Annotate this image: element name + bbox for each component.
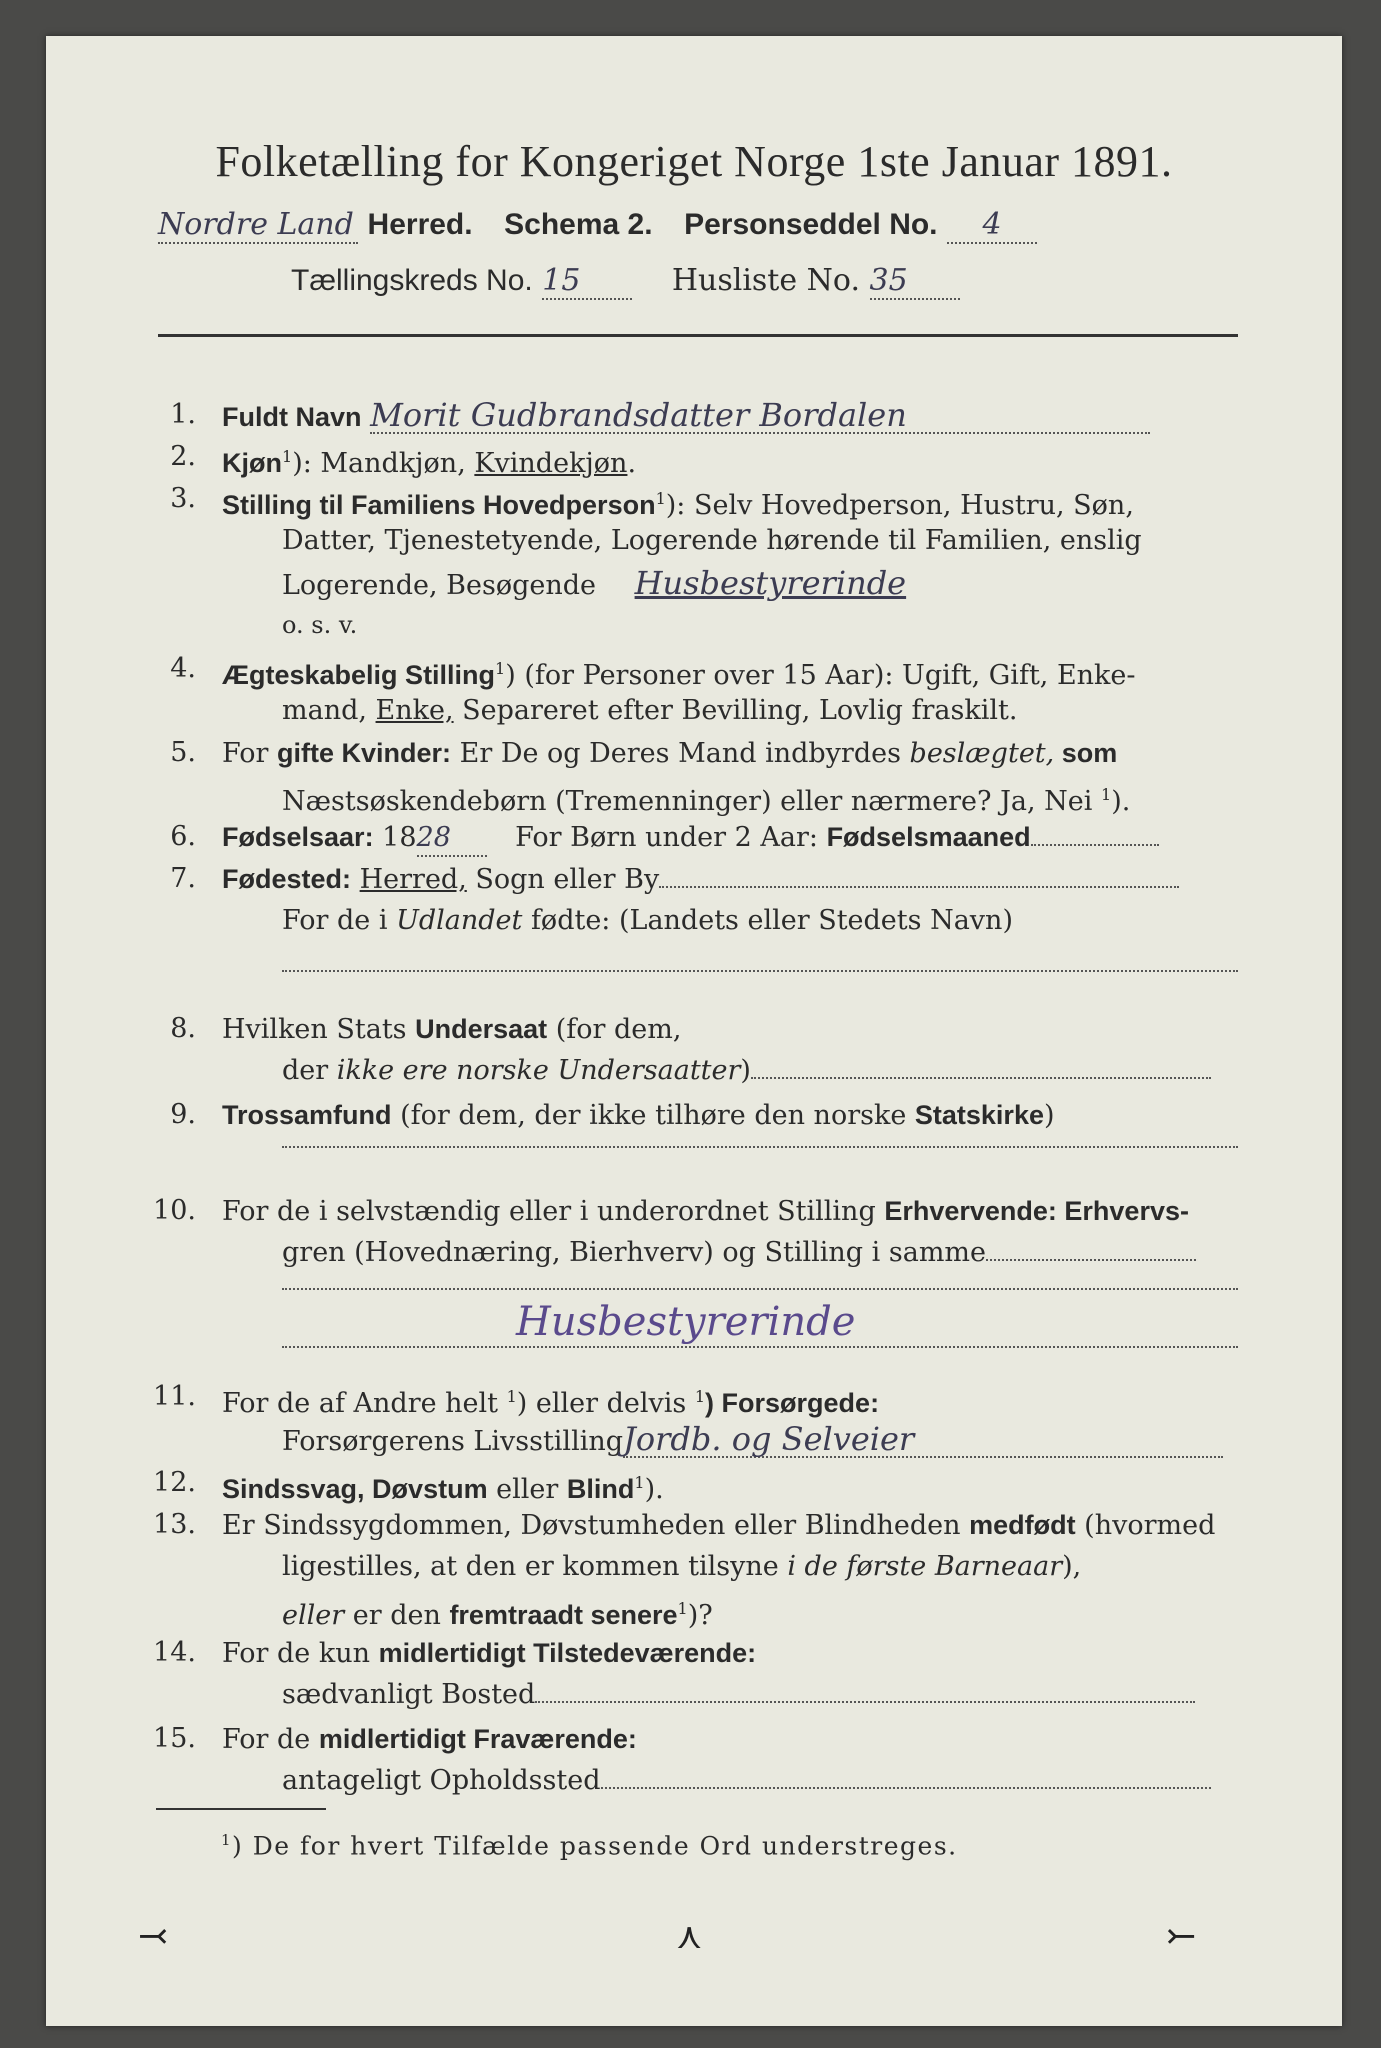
q10-number: 10. xyxy=(153,1195,196,1226)
q11-sup-b: 1 xyxy=(694,1387,706,1406)
q8-row-a xyxy=(222,1012,681,1047)
q8-field xyxy=(751,1077,1211,1079)
q1-value: Morit Gudbrandsdatter Bordalen xyxy=(370,398,1150,434)
q9-statskirke: Statskirke xyxy=(914,1100,1044,1130)
q13-number: 13. xyxy=(153,1509,196,1540)
q11-number: 11. xyxy=(153,1381,196,1412)
q6-label-b: Fødselsmaaned xyxy=(826,822,1031,852)
q5-text-c: som xyxy=(1054,738,1118,768)
q1-number: 1. xyxy=(170,399,196,430)
q1-label: Fuldt Navn xyxy=(222,402,362,432)
q13-fremtraadt: fremtraadt senere xyxy=(449,1600,678,1630)
q14-row-a xyxy=(222,1636,756,1671)
q4-text-b: mand, xyxy=(282,695,376,726)
q11-label: ) Forsørgede: xyxy=(705,1388,880,1418)
q8-number: 8. xyxy=(170,1013,196,1044)
q2-label: Kjøn xyxy=(222,448,282,478)
q11-sup-a: 1 xyxy=(506,1387,517,1406)
q14-text-b: sædvanligt Bosted xyxy=(282,1679,536,1710)
q10-label: Erhvervende: xyxy=(884,1196,1057,1226)
footnote-sup: 1 xyxy=(221,1831,233,1849)
schema-label: Schema 2. xyxy=(504,208,653,241)
q12-sup: 1 xyxy=(634,1473,645,1492)
q7-text-c: Sogn eller By xyxy=(466,864,660,895)
header-rule xyxy=(158,334,1238,337)
q10-field-b xyxy=(282,1288,1238,1290)
q6-row xyxy=(222,820,1159,857)
q10-text-a: For de i selvstændig eller i underordnet Stilling xyxy=(222,1196,885,1227)
q2-text-a: ): Mandkjøn, xyxy=(292,448,475,479)
q4-label: Ægteskabelig Stilling xyxy=(222,660,496,690)
q7-herred: Herred, xyxy=(359,864,467,895)
q4-text-d: Separeret efter Bevilling, Lovlig fraskilt. xyxy=(453,695,1018,726)
q14-label: midlertidigt Tilstedeværende: xyxy=(378,1638,757,1668)
q5-text-d: Næstsøskendebørn (Tremenninger) eller nærmere? Ja, Nei xyxy=(282,786,1102,817)
q9-field xyxy=(282,1146,1238,1148)
q12-text-b: ). xyxy=(644,1474,664,1505)
q7-row-a xyxy=(222,862,1179,897)
q11-text-c: Forsørgerens Livsstilling xyxy=(282,1426,624,1457)
q12-text-a: eller xyxy=(487,1474,567,1505)
personseddel-value: 4 xyxy=(947,208,1037,244)
q5-label: gifte Kvinder: xyxy=(277,738,452,768)
kreds-label: Tællingskreds No. xyxy=(291,264,533,297)
q9-row xyxy=(222,1098,1055,1133)
q13-text-f: eller xyxy=(282,1600,345,1631)
q7-field xyxy=(659,886,1179,888)
kreds-row xyxy=(291,264,960,300)
q9-text-b: ) xyxy=(1043,1100,1055,1131)
q5-row-b xyxy=(282,778,1130,819)
q13-text-c: ligestilles, at den er kommen tilsyne xyxy=(282,1551,788,1582)
q15-text-a: For de xyxy=(222,1724,319,1755)
q13-row-b xyxy=(282,1550,1081,1584)
q6-value: 28 xyxy=(417,821,487,857)
q3-label: Stilling til Familiens Hovedperson xyxy=(222,490,656,520)
q13-row-c xyxy=(282,1592,713,1633)
q5-text-a: Er De og Deres Mand indbyrdes xyxy=(451,738,910,769)
q3-value: Husbestyrerinde xyxy=(634,564,907,602)
q6-prefix: 18 xyxy=(373,822,417,853)
q7-text-d: For de i xyxy=(282,905,397,936)
q14-number: 14. xyxy=(153,1637,196,1668)
q13-text-d: i de første Barneaar xyxy=(787,1551,1063,1582)
form-title: Folketælling for Kongeriget Norge 1ste Januar 1891. xyxy=(215,137,1173,186)
q6-text: For Børn under 2 Aar: xyxy=(515,822,827,853)
q5-text-e: ). xyxy=(1111,786,1131,817)
q8-text-b: (for dem, xyxy=(547,1014,682,1045)
q3-number: 3. xyxy=(170,483,196,514)
q3-sup: 1 xyxy=(655,489,666,508)
q15-text-b: antageligt Opholdssted xyxy=(282,1765,601,1796)
q5-number: 5. xyxy=(170,737,196,768)
q11-text-a: For de af Andre helt xyxy=(222,1388,507,1419)
footnote-text: ) De for hvert Tilfælde passende Ord understreges. xyxy=(232,1831,958,1861)
herred-row xyxy=(158,208,1037,244)
q4-row-a xyxy=(222,652,1136,693)
q10-field-a xyxy=(986,1259,1196,1261)
q8-label: Undersaat xyxy=(415,1014,548,1044)
q4-number: 4. xyxy=(170,653,196,684)
census-form xyxy=(46,36,1342,2026)
q12-blind: Blind xyxy=(566,1474,635,1504)
q15-label: midlertidigt Fraværende: xyxy=(318,1724,637,1754)
q13-text-e: ), xyxy=(1062,1551,1082,1582)
q10-value: Husbestyrerinde xyxy=(516,1299,856,1345)
q3-row-c xyxy=(282,566,906,603)
q13-text-h: )? xyxy=(687,1600,713,1631)
q1-row xyxy=(222,398,1150,435)
q3-row-a xyxy=(222,482,1134,523)
q9-label: Trossamfund xyxy=(222,1100,392,1130)
q4-sup: 1 xyxy=(495,659,506,678)
q11-row-a xyxy=(222,1380,879,1421)
herred-value: Nordre Land xyxy=(158,208,358,244)
q11-text-b: ) eller delvis xyxy=(516,1388,695,1419)
q8-row-b xyxy=(282,1054,1211,1088)
personseddel-label: Personseddel No. xyxy=(684,208,938,241)
q12-label: Sindssvag, Døvstum xyxy=(222,1474,488,1504)
q12-number: 12. xyxy=(153,1467,196,1498)
q2-row xyxy=(222,440,636,481)
q15-row-a xyxy=(222,1722,637,1757)
q7-label: Fødested: xyxy=(222,864,352,894)
q3-row-d: o. s. v. xyxy=(282,611,358,639)
q13-text-b: (hvormed xyxy=(1075,1510,1216,1541)
q2-kvindekjon: Kvindekjøn xyxy=(474,448,628,479)
q15-number: 15. xyxy=(153,1723,196,1754)
corner-mark-left: ⤙ xyxy=(138,1916,169,1957)
q9-number: 9. xyxy=(170,1099,196,1130)
kreds-value: 15 xyxy=(542,264,632,300)
q10-label-b: Erhvervs- xyxy=(1056,1196,1189,1226)
q7-text-f: fødte: (Landets eller Stedets Navn) xyxy=(522,905,1013,936)
q7-extra-line xyxy=(282,970,1238,972)
q2-number: 2. xyxy=(170,441,196,472)
q7-text-a xyxy=(351,864,360,895)
footnote xyxy=(221,1831,958,1860)
q13-text-g: er den xyxy=(344,1600,450,1631)
q2-sup: 1 xyxy=(282,447,293,466)
q10-text-b: gren (Hovednæring, Bierhverv) og Stilling i samme xyxy=(282,1237,987,1268)
q10-field-c xyxy=(282,1346,1238,1348)
q6-month-field xyxy=(1031,844,1159,846)
q6-label: Fødselsaar: xyxy=(222,822,374,852)
q12-row xyxy=(222,1466,664,1507)
husliste-value: 35 xyxy=(870,264,960,300)
q9-text-a: (for dem, der ikke tilhøre den norske xyxy=(391,1100,915,1131)
q15-row-b xyxy=(282,1764,1211,1798)
q14-text-a: For de kun xyxy=(222,1638,379,1669)
q8-text-e: ) xyxy=(740,1055,751,1086)
q14-field xyxy=(535,1701,1195,1703)
corner-mark-center: ⋏ xyxy=(676,1916,703,1957)
q4-text-a: ) (for Personer over 15 Aar): Ugift, Gift, Enke- xyxy=(505,660,1136,691)
q15-field xyxy=(601,1787,1211,1789)
q11-row-b xyxy=(282,1422,1223,1459)
q13-sup: 1 xyxy=(677,1599,688,1618)
herred-label: Herred. xyxy=(367,208,473,241)
husliste-label: Husliste No. xyxy=(671,263,860,298)
q7-udlandet: Udlandet xyxy=(396,905,523,936)
q4-enke: Enke, xyxy=(375,695,454,726)
q8-text-a: Hvilken Stats xyxy=(222,1014,416,1045)
q8-text-c: der xyxy=(282,1055,337,1086)
q10-row-b xyxy=(282,1236,1196,1270)
q6-number: 6. xyxy=(170,821,196,852)
q7-row-b xyxy=(282,904,1013,938)
footnote-rule xyxy=(156,1808,326,1810)
corner-mark-right: ⤚ xyxy=(1166,1916,1197,1957)
q11-value: Jordb. og Selveier xyxy=(623,1422,1223,1458)
q13-row-a xyxy=(222,1508,1215,1543)
q7-number: 7. xyxy=(170,863,196,894)
q14-row-b xyxy=(282,1678,1195,1712)
q3-text-a: ): Selv Hovedperson, Hustru, Søn, xyxy=(665,490,1134,521)
q5-sup: 1 xyxy=(1101,785,1112,804)
q3-text-c: Logerende, Besøgende xyxy=(282,570,596,601)
q4-row-b xyxy=(282,694,1017,728)
q5-label-a: For xyxy=(222,738,278,769)
q2-text-c: . xyxy=(627,448,637,479)
q10-row-a xyxy=(222,1194,1189,1229)
q3-row-b: Datter, Tjenestetyende, Logerende hørende til Familien, enslig xyxy=(282,525,1142,556)
q13-text-a: Er Sindssygdommen, Døvstumheden eller Blindheden xyxy=(222,1510,970,1541)
q8-text-d: ikke ere norske Undersaatter xyxy=(336,1055,741,1086)
q13-medfodt: medfødt xyxy=(969,1510,1076,1540)
q5-beslaegtet: beslægtet, xyxy=(909,738,1055,769)
q5-row-a xyxy=(222,736,1117,771)
